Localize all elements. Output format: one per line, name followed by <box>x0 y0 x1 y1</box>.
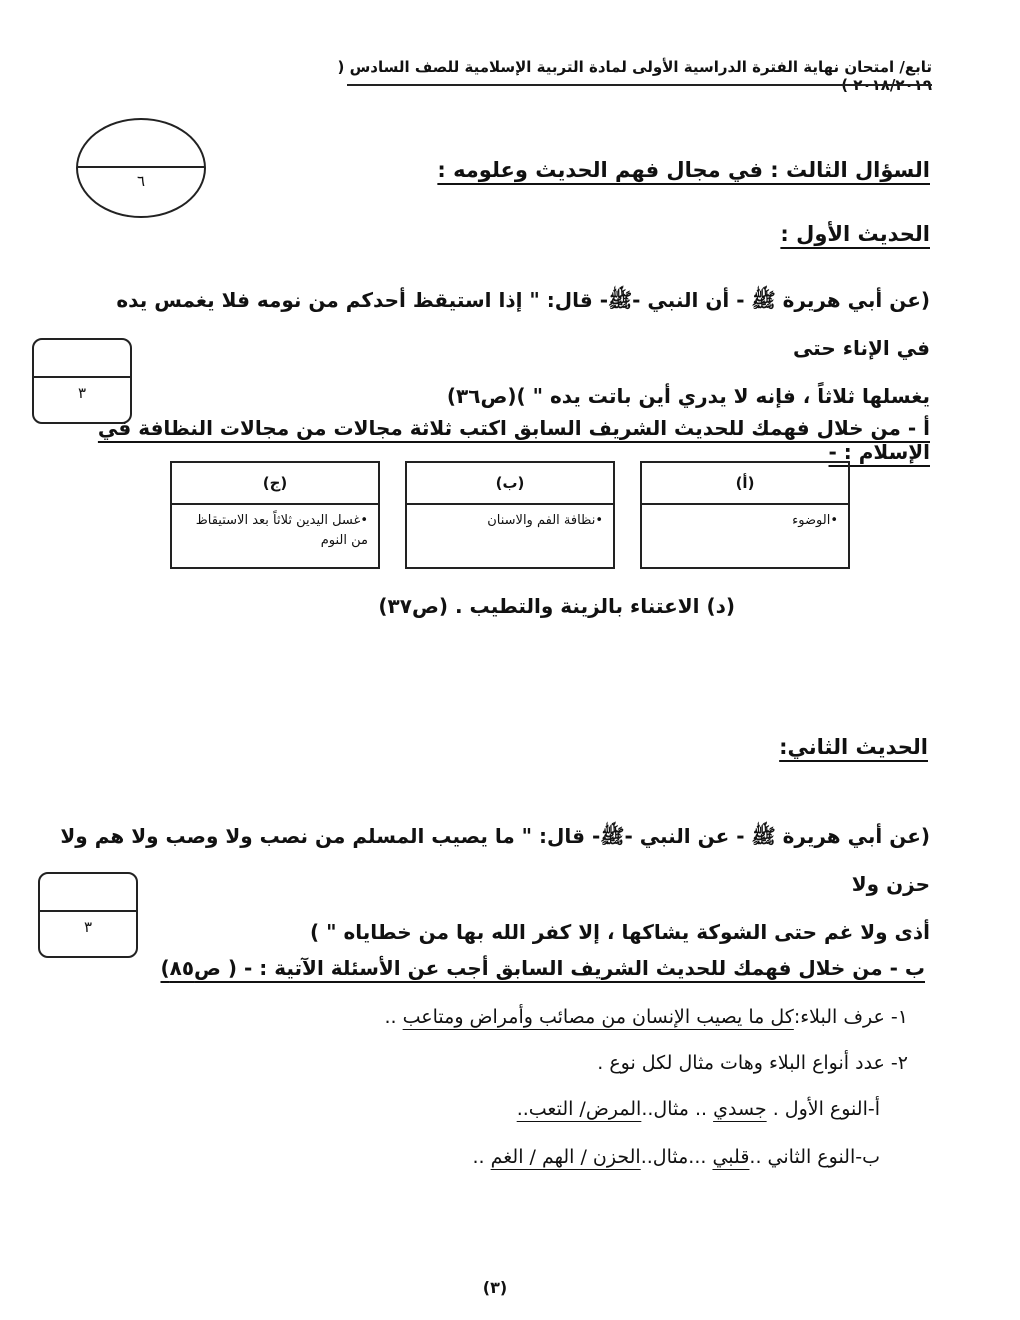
hadith2-line1: (عن أبي هريرة ﷺ - عن النبي -ﷺ- قال: " ما يصيب المسلم من نصب ولا وصب ولا هم ولا حزن ولا <box>60 824 930 896</box>
hadith2-title: الحديث الثاني: <box>779 735 928 759</box>
header-divider <box>347 84 932 86</box>
type2-label: ب-النوع الثاني .. <box>749 1146 880 1168</box>
hadith1-title: الحديث الأول : <box>780 222 930 246</box>
answer-header-c: (ج) <box>172 463 378 505</box>
question-score-circle <box>76 118 206 218</box>
answer-table <box>170 461 850 569</box>
exam-header: تابع/ امتحان نهاية الفترة الدراسية الأولى لمادة التربية الإسلامية للصف السادس ( ٢٠١٨/٢٠١٩ ) <box>337 58 932 94</box>
type1-label: أ-النوع الأول . <box>772 1098 880 1120</box>
page-number: (٣) <box>482 1278 508 1297</box>
extra-answer: (د) الاعتناء بالزينة والتطيب . (ص٣٧) <box>378 594 735 618</box>
answer-cell-a <box>640 461 850 569</box>
part-b-question: ب - من خلال فهمك للحديث الشريف السابق أجب عن الأسئلة الآتية : - ( ص٨٥) <box>160 956 925 980</box>
definition-label: ١- عرف البلاء: <box>793 1006 908 1028</box>
answer-c: •غسل اليدين ثلاثاً بعد الاستيقاظ من النوم <box>195 513 368 548</box>
question-score-value: ٦ <box>136 172 146 190</box>
part-b-score-box <box>38 872 138 958</box>
part-a-score-value: ٣ <box>77 384 87 402</box>
type1-value: جسدي <box>713 1098 767 1120</box>
hadith1-line2: يغسلها ثلاثاً ، فإنه لا يدري أين باتت يده " )(ص٣٦) <box>446 384 930 408</box>
answer-cell-c <box>170 461 380 569</box>
answer-b: •نظافة الفم والاسنان <box>487 513 603 528</box>
answer-definition <box>385 1006 908 1028</box>
answer-header-a: (أ) <box>642 463 848 505</box>
part-b-score-value: ٣ <box>83 918 93 936</box>
type1-example: المرض/ التعب.. <box>516 1098 642 1120</box>
question-types: ٢- عدد أنواع البلاء وهات مثال لكل نوع . <box>597 1052 908 1074</box>
question-title: السؤال الثالث : في مجال فهم الحديث وعلومه : <box>437 158 930 182</box>
type2-example: الحزن / الهم / الغم <box>490 1146 641 1168</box>
hadith1-text <box>100 276 930 420</box>
type1-mid: .. مثال.. <box>641 1098 714 1120</box>
answer-type1 <box>517 1098 880 1120</box>
hadith2-text <box>60 812 930 956</box>
definition-answer: كل ما يصيب الإنسان من مصائب وأمراض ومتاعب <box>402 1006 794 1028</box>
type2-tail: .. <box>472 1146 491 1168</box>
answer-header-b: (ب) <box>407 463 613 505</box>
hadith1-line1: (عن أبي هريرة ﷺ - أن النبي -ﷺ- قال: " إذا استيقظ أحدكم من نومه فلا يغمس يده في الإناء حتى <box>116 288 930 360</box>
part-a-question: أ - من خلال فهمك للحديث الشريف السابق اكتب ثلاثة مجالات من مجالات النظافة في الإسلام : - <box>97 416 930 464</box>
answer-type2 <box>473 1146 881 1168</box>
type2-value: قلبي <box>712 1146 750 1168</box>
answer-a: •الوضوء <box>792 513 838 528</box>
type2-mid: ...مثال.. <box>640 1146 713 1168</box>
hadith2-line2: أذى ولا غم حتى الشوكة يشاكها ، إلا كفر الله بها من خطاياه " ) <box>309 920 930 944</box>
part-a-score-box <box>32 338 132 424</box>
definition-tail: .. <box>384 1006 403 1028</box>
answer-cell-b <box>405 461 615 569</box>
